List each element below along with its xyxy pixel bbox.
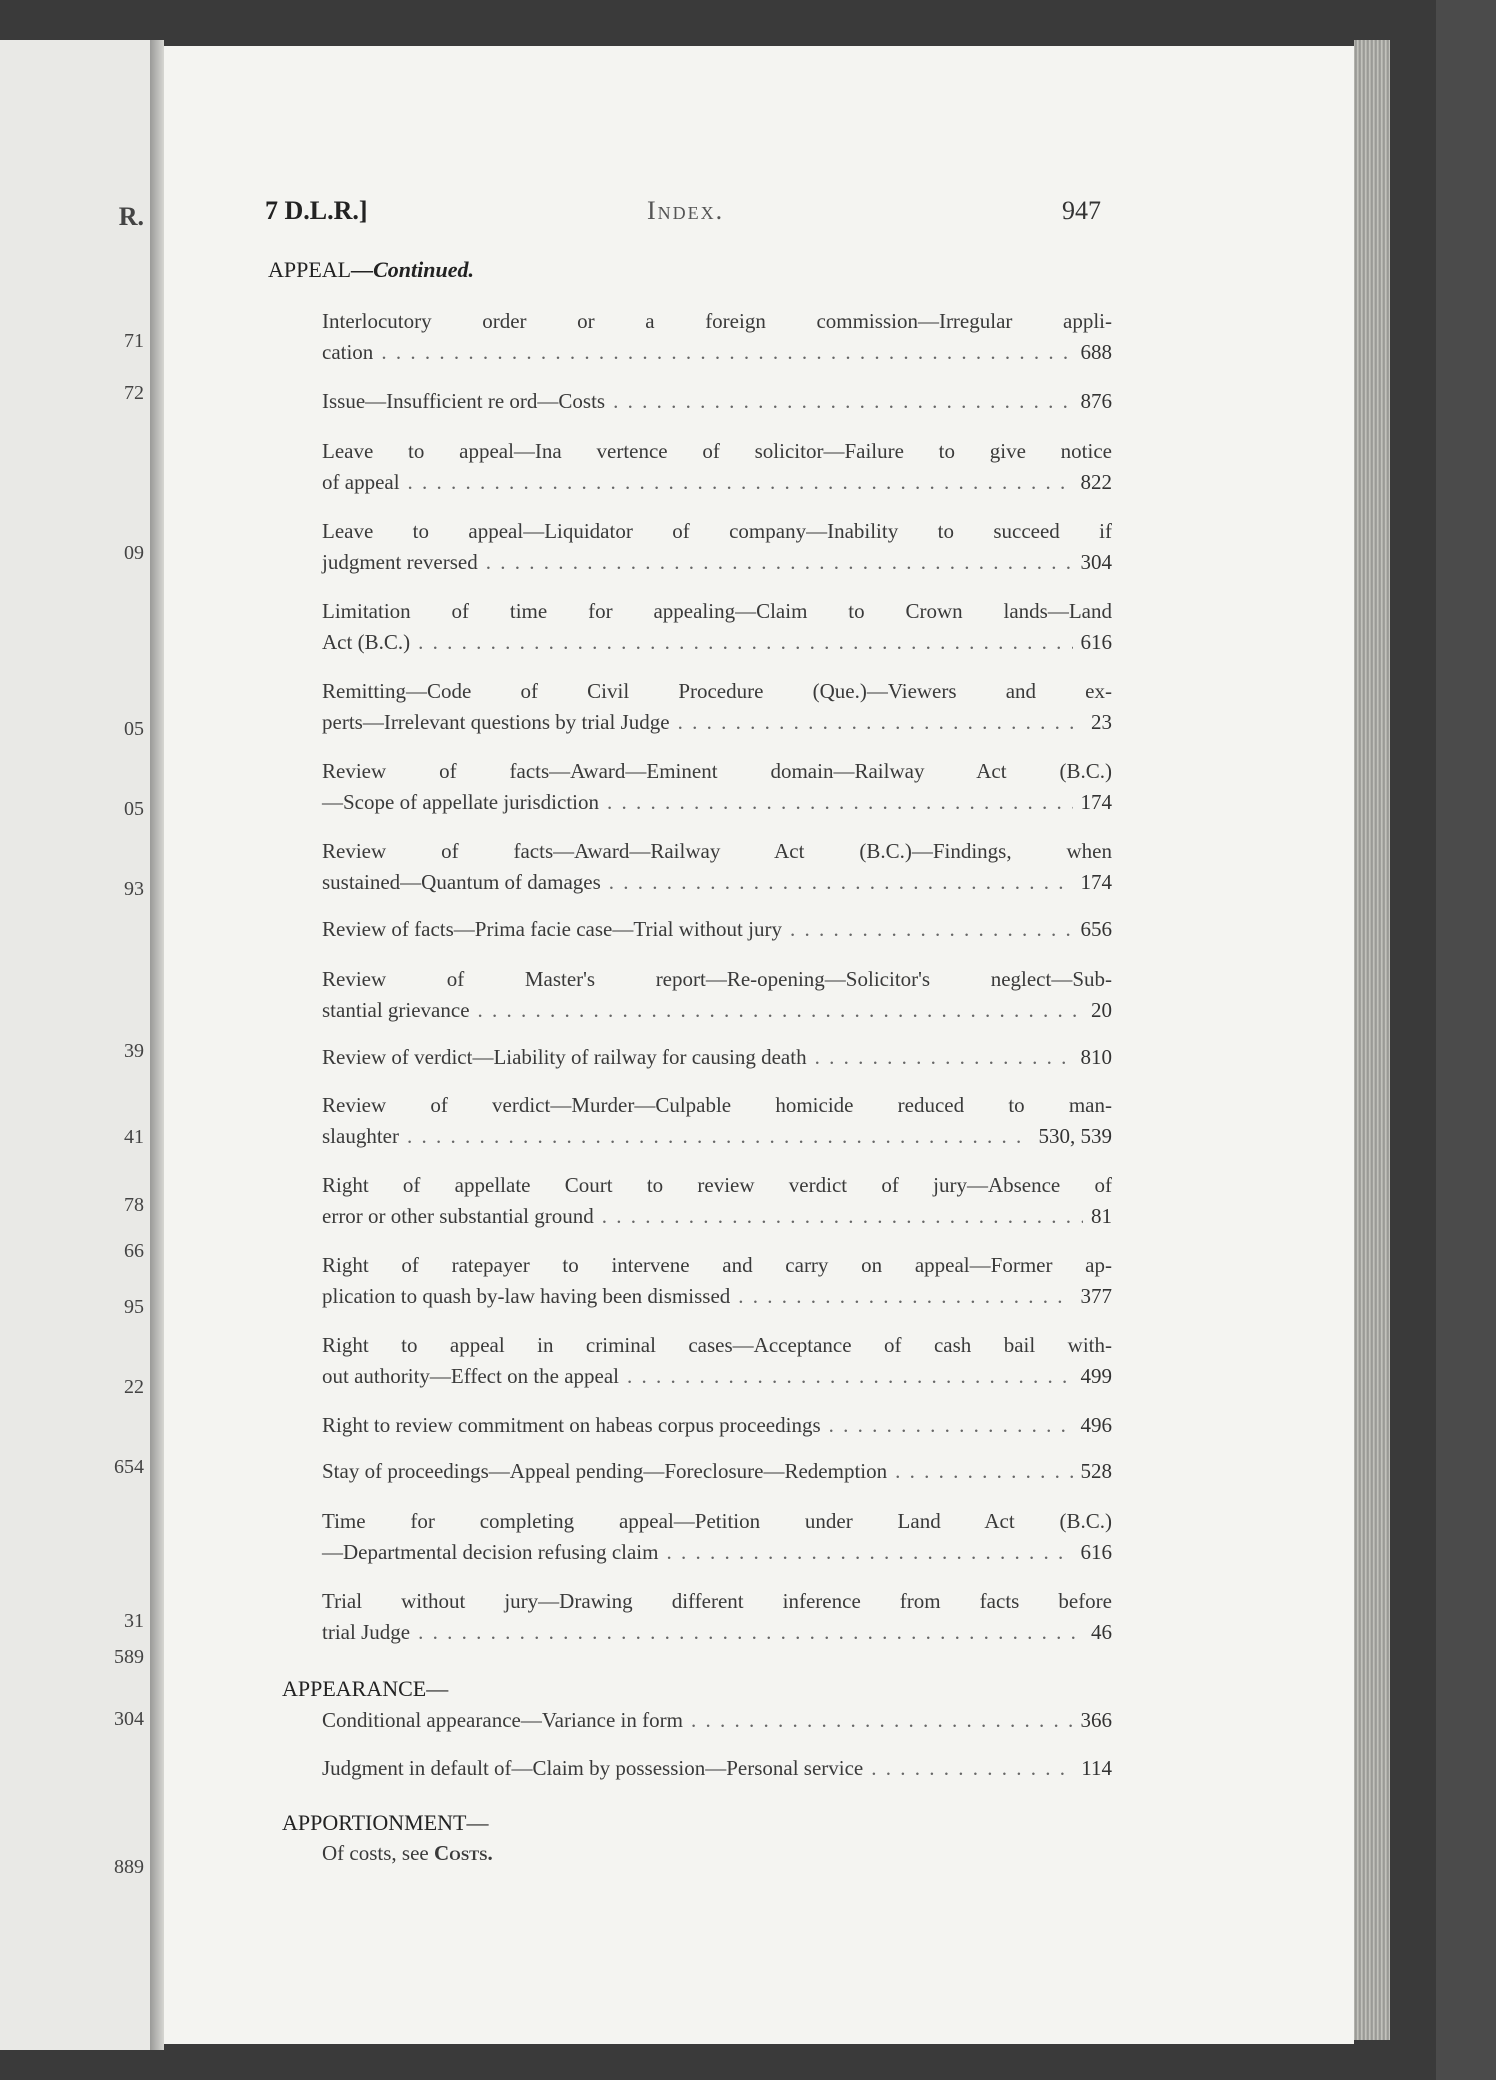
entry-line: Review of facts—Award—Railway Act (B.C.)—Findings, when [322, 839, 1112, 863]
page-ref: 616 [1080, 1540, 1112, 1564]
page-ref: 688 [1080, 340, 1112, 364]
entry-line: Trial without jury—Drawing different inference from facts before [322, 1589, 1112, 1613]
index-entry [322, 1456, 1112, 1487]
entry-line: Conditional appearance—Variance in form [322, 1708, 683, 1732]
entry-line: sustained—Quantum of damages [322, 870, 601, 894]
margin-number: 09 [124, 542, 144, 564]
index-entry [322, 386, 1112, 417]
facing-page [0, 40, 150, 2050]
index-entry [322, 516, 1112, 578]
entry-line: Right of appellate Court to review verdict of jury—Absence of [322, 1173, 1112, 1197]
index-entry [322, 964, 1112, 1026]
entry-line: Review of Master's report—Re-opening—Solicitor's neglect—Sub- [322, 967, 1112, 991]
page-ref: 496 [1080, 1413, 1112, 1437]
page-ref: 822 [1080, 470, 1112, 494]
entry-line: —Departmental decision refusing claim [322, 1540, 659, 1564]
margin-number: 589 [114, 1646, 144, 1668]
margin-number: 72 [124, 382, 144, 404]
page-ref: 876 [1080, 389, 1112, 413]
margin-number: 71 [124, 330, 144, 352]
page-ref: 174 [1080, 870, 1112, 894]
index-entry [322, 676, 1112, 738]
book-cover [1436, 0, 1496, 2080]
margin-number: 304 [114, 1708, 144, 1730]
page-title: Index. [647, 196, 725, 225]
page-ref: 528 [1080, 1459, 1112, 1483]
index-entry [322, 596, 1112, 658]
page-ref: 656 [1080, 917, 1112, 941]
entry-line: Judgment in default of—Claim by possession—Personal service [322, 1756, 864, 1780]
page-ref: 114 [1081, 1756, 1112, 1780]
index-entry [322, 1838, 1112, 1869]
margin-number: 05 [124, 798, 144, 820]
entry-line: Issue—Insufficient re ord—Costs [322, 389, 606, 413]
entry-line: Leave to appeal—Liquidator of company—Inability to succeed if [322, 519, 1112, 543]
page-ref: 81 [1091, 1204, 1112, 1228]
book-gutter [150, 40, 164, 2050]
entry-line: Right to review commitment on habeas corpus proceedings [322, 1413, 821, 1437]
running-head: 7 D.L.R.] [265, 196, 368, 225]
entry-line: judgment reversed [322, 550, 478, 574]
index-entry [322, 1705, 1112, 1736]
entry-line: Time for completing appeal—Petition under Land Act (B.C.) [322, 1509, 1112, 1533]
margin-number: 654 [114, 1456, 144, 1478]
index-entry [322, 836, 1112, 898]
entry-line: Review of verdict—Murder—Culpable homicide reduced to man- [322, 1093, 1112, 1117]
entry-line: perts—Irrelevant questions by trial Judge [322, 710, 670, 734]
page-edges [1354, 40, 1390, 2040]
margin-number: 05 [124, 718, 144, 740]
cross-reference: Costs. [433, 1841, 493, 1865]
margin-number: R. [118, 202, 144, 231]
entry-line: Leave to appeal—Ina vertence of solicitor—Failure to give notice [322, 439, 1112, 463]
margin-number: 22 [124, 1376, 144, 1398]
entry-text: Of costs, see [322, 1841, 434, 1865]
entry-line: Review of facts—Prima facie case—Trial without jury [322, 917, 782, 941]
entry-line [322, 1838, 493, 1869]
entry-line: Right of ratepayer to intervene and carry on appeal—Former ap- [322, 1253, 1112, 1277]
entry-line: error or other substantial ground [322, 1204, 594, 1228]
page-ref: 616 [1080, 630, 1112, 654]
page-ref: 46 [1091, 1620, 1112, 1644]
index-entry [322, 1586, 1112, 1648]
index-entry [322, 756, 1112, 818]
page-ref: 810 [1080, 1045, 1112, 1069]
page-ref: 366 [1080, 1708, 1112, 1732]
margin-number: 93 [124, 878, 144, 900]
margin-number: 66 [124, 1240, 144, 1262]
page-ref: 377 [1080, 1284, 1112, 1308]
index-entry [322, 306, 1112, 368]
entry-line: out authority—Effect on the appeal [322, 1364, 620, 1388]
entry-line: Right to appeal in criminal cases—Acceptance of cash bail with- [322, 1333, 1112, 1357]
margin-number: 889 [114, 1856, 144, 1878]
index-entry [322, 1250, 1112, 1312]
section-heading-appeal [268, 257, 474, 283]
entry-line: Remitting—Code of Civil Procedure (Que.)—Viewers and ex- [322, 679, 1112, 703]
entry-line: cation [322, 340, 374, 364]
page-ref: 174 [1080, 790, 1112, 814]
index-entry [322, 1170, 1112, 1232]
page-ref: 499 [1080, 1364, 1112, 1388]
heading-text: APPEAL [268, 257, 352, 282]
page-ref: 304 [1080, 550, 1112, 574]
heading-text: APPORTIONMENT— [282, 1810, 489, 1835]
entry-line: Limitation of time for appealing—Claim to Crown lands—Land [322, 599, 1112, 623]
entry-line: slaughter [322, 1124, 399, 1148]
entry-line: trial Judge [322, 1620, 411, 1644]
margin-number: 39 [124, 1040, 144, 1062]
page-ref: 530, 539 [1038, 1124, 1112, 1148]
section-heading-apportionment [282, 1810, 488, 1836]
page-number: 947 [1062, 196, 1101, 225]
index-entry [322, 914, 1112, 945]
page-ref: 20 [1091, 998, 1112, 1022]
entry-line: of appeal [322, 470, 400, 494]
section-heading-appearance [282, 1676, 448, 1702]
index-entry [322, 436, 1112, 498]
entry-line: —Scope of appellate jurisdiction [322, 790, 600, 814]
margin-number: 78 [124, 1194, 144, 1216]
index-entry [322, 1330, 1112, 1392]
entry-line: Review of verdict—Liability of railway for causing death [322, 1045, 807, 1069]
entry-line: stantial grievance [322, 998, 470, 1022]
entry-line: Act (B.C.) [322, 630, 411, 654]
heading-text: APPEARANCE— [282, 1676, 449, 1701]
page-ref: 23 [1091, 710, 1112, 734]
entry-line: Interlocutory order or a foreign commission—Irregular appli- [322, 309, 1112, 333]
index-entry [322, 1506, 1112, 1568]
margin-number: 31 [124, 1610, 144, 1632]
index-entry [322, 1753, 1112, 1784]
entry-line: Review of facts—Award—Eminent domain—Railway Act (B.C.) [322, 759, 1112, 783]
index-entry [322, 1410, 1112, 1441]
entry-line: plication to quash by-law having been dismissed [322, 1284, 731, 1308]
continued-label: —Continued. [351, 257, 474, 282]
margin-number: 41 [124, 1126, 144, 1148]
margin-number: 95 [124, 1296, 144, 1318]
index-entry [322, 1042, 1112, 1073]
index-entry [322, 1090, 1112, 1152]
entry-line: Stay of proceedings—Appeal pending—Foreclosure—Redemption [322, 1459, 888, 1483]
